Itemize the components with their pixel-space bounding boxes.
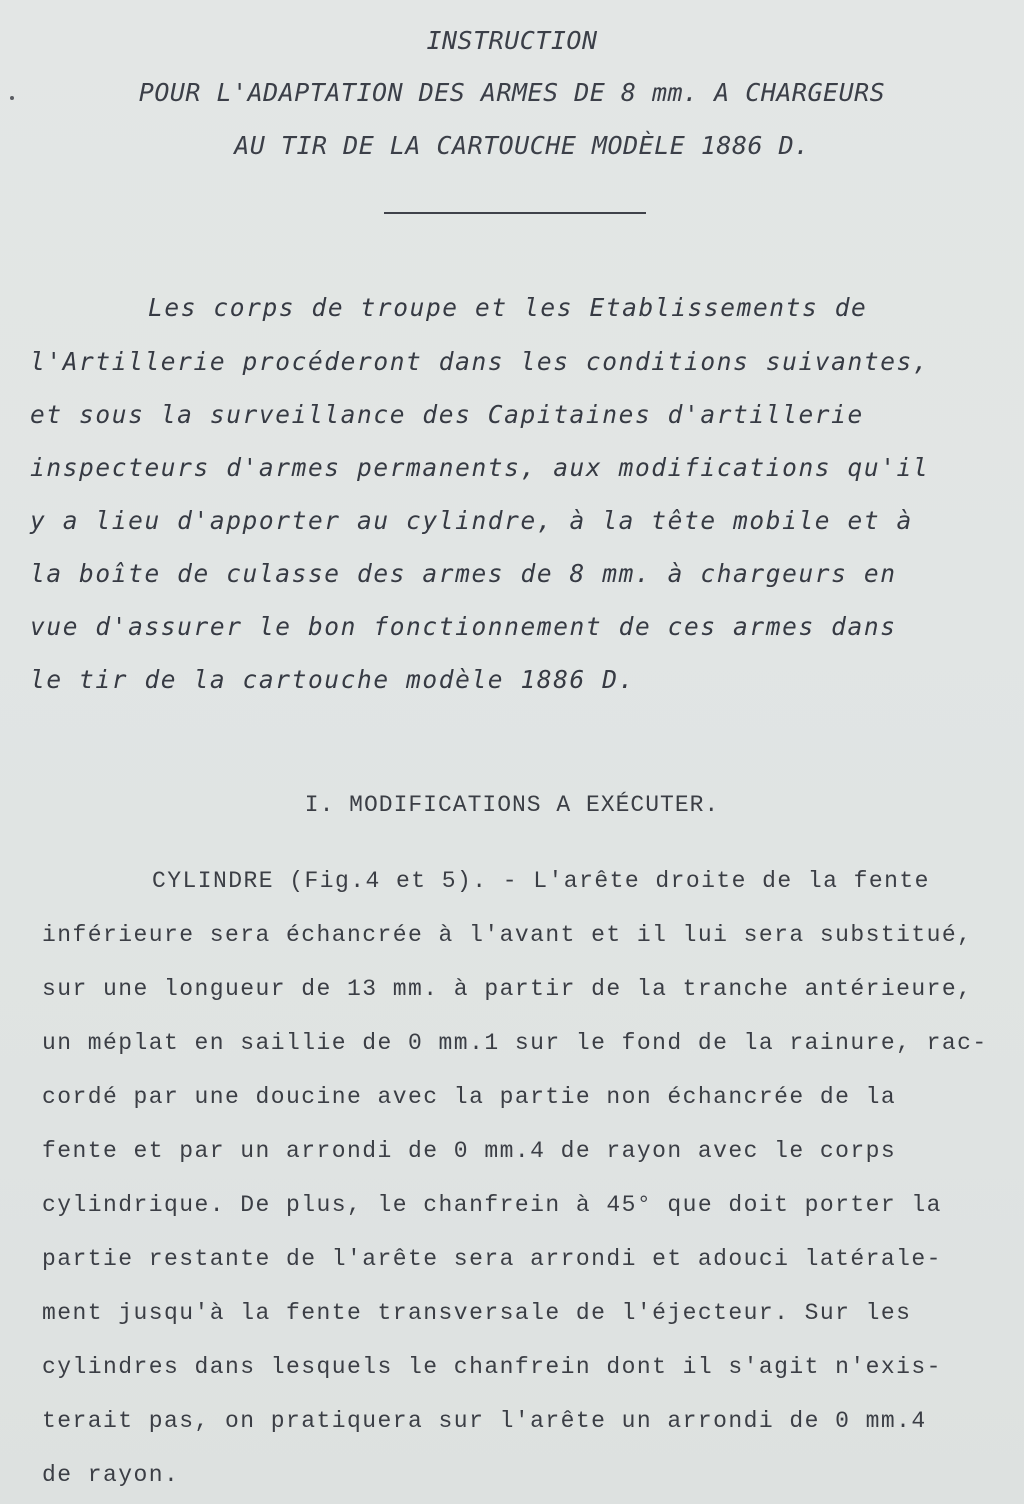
body-line-11: terait pas, on pratiquera sur l'arête un arrondi de 0 mm.4 [42,1408,927,1434]
intro-line-3: et sous la surveillance des Capitaines d'artillerie [30,400,864,429]
heading-subtitle-line-2: AU TIR DE LA CARTOUCHE MODÈLE 1886 D. [234,131,810,160]
heading-subtitle-line-1: POUR L'ADAPTATION DES ARMES DE 8 mm. A CHARGEURS [138,78,886,107]
body-line-3: sur une longueur de 13 mm. à partir de la tranche antérieure, [42,976,973,1002]
body-line-8: partie restante de l'arête sera arrondi et adouci latérale- [42,1246,942,1272]
body-line-9: ment jusqu'à la fente transversale de l'éjecteur. Sur les [42,1300,912,1326]
heading-title: INSTRUCTION [426,26,598,55]
heading-divider [384,212,646,214]
body-line-10: cylindres dans lesquels le chanfrein dont il s'agit n'exis- [42,1354,942,1380]
section-title: I. MODIFICATIONS A EXÉCUTER. [304,792,720,818]
body-line-1: CYLINDRE (Fig.4 et 5). - L'arête droite de la fente [152,868,930,894]
body-line-2: inférieure sera échancrée à l'avant et il lui sera substitué, [42,922,973,948]
intro-line-1: Les corps de troupe et les Etablissements de [148,293,868,322]
body-line-6: fente et par un arrondi de 0 mm.4 de rayon avec le corps [42,1138,897,1164]
body-line-12: de rayon. [42,1462,180,1488]
intro-line-5: y a lieu d'apporter au cylindre, à la tête mobile et à [30,506,913,535]
body-line-7: cylindrique. De plus, le chanfrein à 45° que doit porter la [42,1192,942,1218]
intro-line-8: le tir de la cartouche modèle 1886 D. [30,665,635,694]
intro-line-4: inspecteurs d'armes permanents, aux modifications qu'il [30,453,930,482]
body-line-5: cordé par une doucine avec la partie non échancrée de la [42,1084,897,1110]
intro-line-2: l'Artillerie procéderont dans les conditions suivantes, [30,347,930,376]
body-line-4: un méplat en saillie de 0 mm.1 sur le fond de la rainure, rac- [42,1030,988,1056]
intro-line-6: la boîte de culasse des armes de 8 mm. à chargeurs en [30,559,897,588]
intro-line-7: vue d'assurer le bon fonctionnement de ces armes dans [30,612,897,641]
